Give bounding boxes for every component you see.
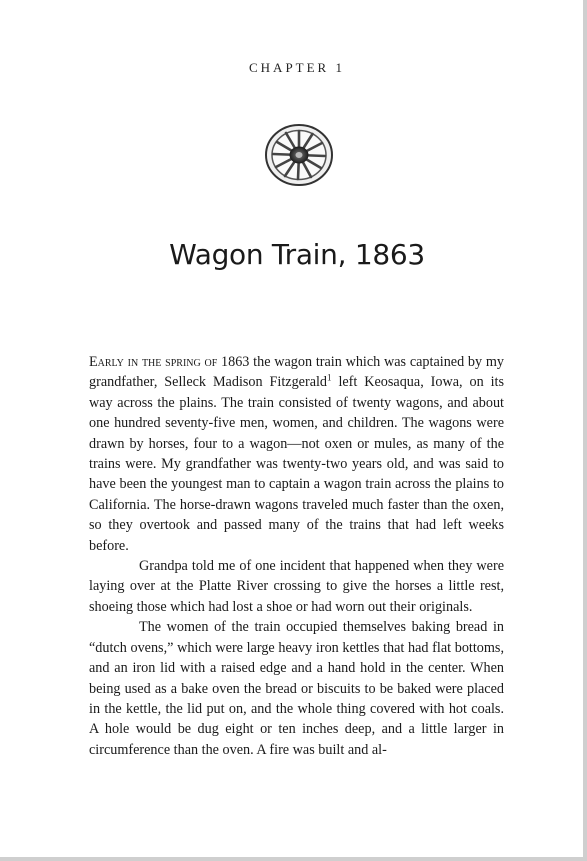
chapter-title: Wagon Train, 1863 — [169, 238, 425, 271]
footnote-marker: 1 — [327, 372, 332, 383]
paragraph-text: 1863 the wagon train which was captained by my grandfather, Selleck Madison Fitzgerald — [89, 354, 505, 391]
chapter-label: CHAPTER 1 — [249, 60, 345, 75]
wagon-wheel-icon — [263, 123, 335, 187]
paragraph-text: left Keosaqua, Iowa, on its way across the plains. The train consisted of twenty wagons, and about one hundred seventy-five men, women, and children. The wagons were drawn by horses, four to a wagon—not oxen or mules, as many of the trains were. My grandfather was twenty-two years old, and was said to have been the youngest man to captain a wagon train across the plains to California. The horse-drawn wagons traveled much faster than the oxen, so they overtook and passed many of the trains that had left weeks before. — [89, 374, 504, 554]
lead-in-text: Early in the spring of — [89, 354, 218, 370]
chapter-body — [89, 352, 504, 760]
paragraph-2: Grandpa told me of one incident that happened when they were laying over at the Platte River crossing to give the horses a little rest, shoeing those which had lost a shoe or had worn out their originals. — [89, 558, 504, 615]
paragraph-1 — [89, 352, 504, 556]
paragraph-3: The women of the train occupied themselves baking bread in “dutch ovens,” which were large heavy iron kettles that had flat bottoms, and an iron lid with a raised edge and a hand hold in the center. When being used as a bake oven the bread or biscuits to be baked were placed in the kettle, the lid put on, and the whole thing covered with hot coals. A hole would be dug eight or ten inches deep, and a little larger in circumference than the oven. A fire was built and al- — [89, 619, 504, 758]
